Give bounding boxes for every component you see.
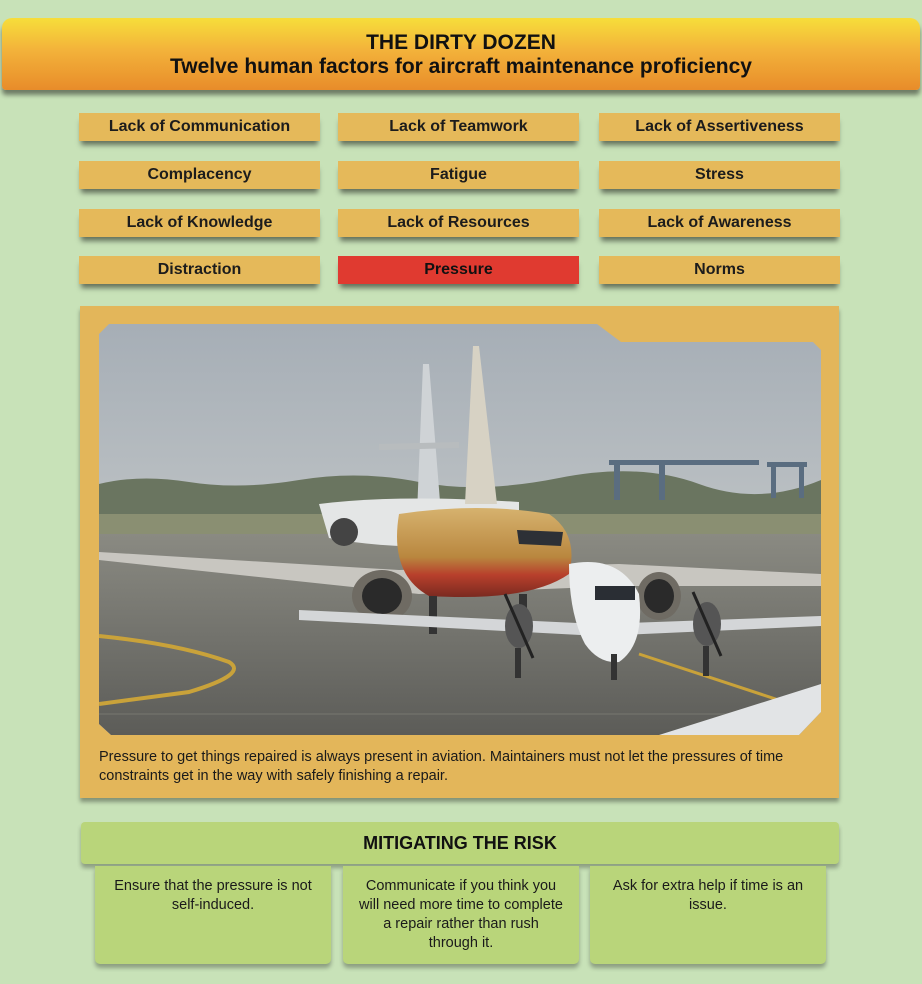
factor-button-pressure[interactable]: Pressure: [338, 256, 579, 284]
factor-button-complacency[interactable]: Complacency: [79, 161, 320, 189]
factor-button-lack-of-resources[interactable]: Lack of Resources: [338, 209, 579, 237]
factor-button-lack-of-teamwork[interactable]: Lack of Teamwork: [338, 113, 579, 141]
factor-description: Pressure to get things repaired is always present in aviation. Maintainers must not let the pressures of time constraints get in the way with safely finishing a repair.: [99, 749, 784, 784]
factor-button-lack-of-awareness[interactable]: Lack of Awareness: [599, 209, 840, 237]
page-title: THE DIRTY DOZEN: [366, 31, 556, 54]
factor-button-norms[interactable]: Norms: [599, 256, 840, 284]
aircraft-photo: [99, 324, 821, 735]
page-header: [2, 18, 920, 90]
factor-button-distraction[interactable]: Distraction: [79, 256, 320, 284]
factor-button-lack-of-assertiveness[interactable]: Lack of Assertiveness: [599, 113, 840, 141]
mitigation-tip: Ensure that the pressure is not self-induced.: [95, 866, 331, 964]
mitigation-title: MITIGATING THE RISK: [81, 822, 839, 864]
factor-button-stress[interactable]: Stress: [599, 161, 840, 189]
factor-button-lack-of-communication[interactable]: Lack of Communication: [79, 113, 320, 141]
mitigation-tip: Ask for extra help if time is an issue.: [590, 866, 826, 964]
page-subtitle: Twelve human factors for aircraft maintenance proficiency: [170, 55, 752, 78]
mitigation-tip: Communicate if you think you will need more time to complete a repair rather than rush through it.: [343, 866, 579, 964]
factor-button-fatigue[interactable]: Fatigue: [338, 161, 579, 189]
factor-button-lack-of-knowledge[interactable]: Lack of Knowledge: [79, 209, 320, 237]
